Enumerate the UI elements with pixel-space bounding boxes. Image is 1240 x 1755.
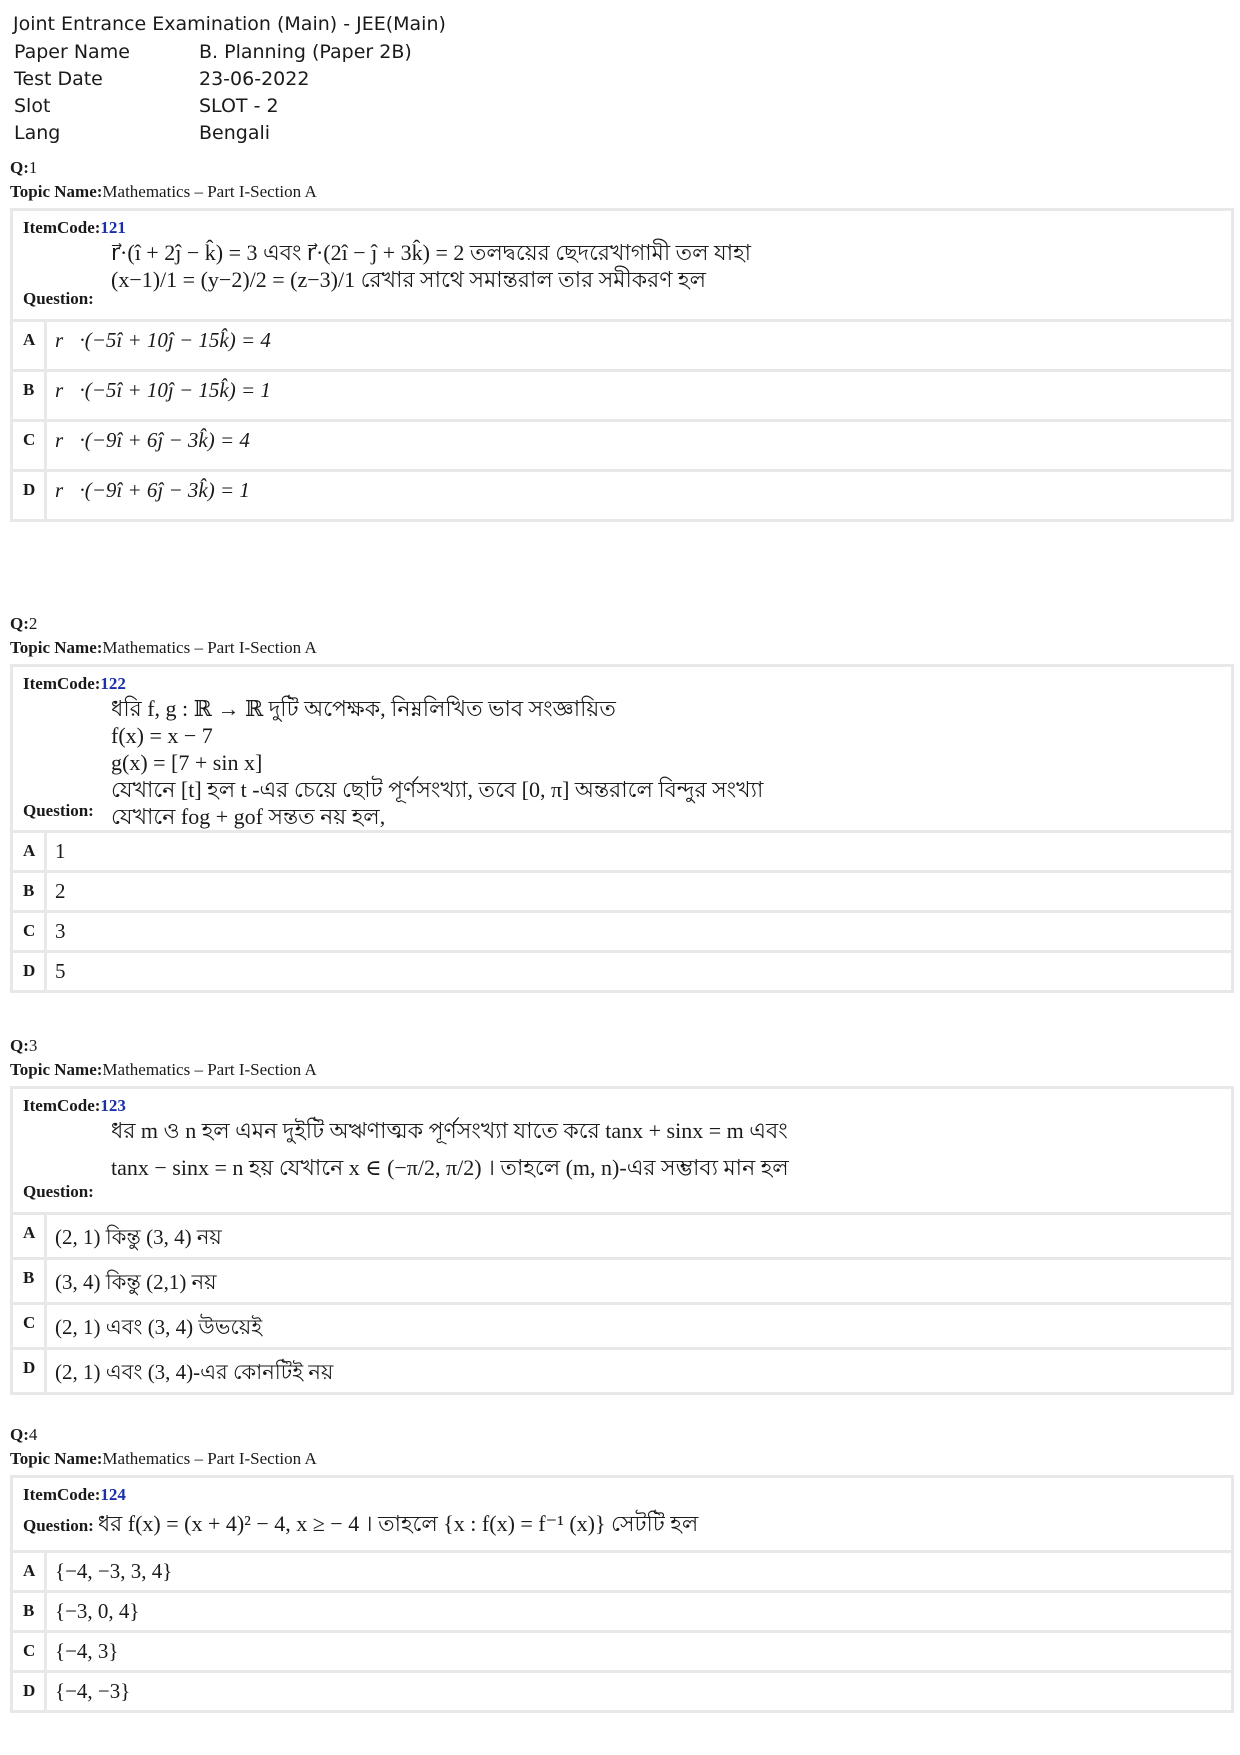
option-d[interactable] [13, 953, 1231, 990]
option-label: B [13, 873, 47, 910]
meta-row [13, 65, 412, 92]
option-text: 1 [55, 839, 66, 863]
question-row [13, 211, 1231, 319]
question-number: Q:4 [10, 1425, 38, 1444]
option-b[interactable] [13, 873, 1231, 910]
option-text: {−4, −3} [55, 1679, 131, 1703]
option-label: D [13, 472, 47, 519]
meta-value: Bengali [199, 121, 271, 144]
option-c[interactable] [13, 422, 1231, 469]
option-a[interactable] [13, 322, 1231, 369]
option-a[interactable] [13, 1215, 1231, 1257]
question-text: ধর f(x) = (x + 4)² − 4, x ≥ − 4 । তাহলে {x : f(x) = f⁻¹ (x)} সেটটি হল [97, 1511, 699, 1536]
question-text: ধর m ও n হল এমন দুইটি অঋণাত্মক পূর্ণসংখ্যা যাতে করে tanx + sinx = m এবং tanx − sinx = n হয় যেখানে x ∈ (−π/2, π/2) । তাহলে (m, n)-এর সম্ভাব্য মান হল [111, 1118, 789, 1180]
option-label: A [13, 322, 47, 369]
question-row [13, 1478, 1231, 1550]
question-block-4 [10, 1423, 1234, 1713]
option-text: (2, 1) এবং (3, 4) উভয়েই [55, 1315, 263, 1339]
meta-row [13, 38, 412, 65]
exam-header [13, 11, 446, 146]
option-label: C [13, 913, 47, 950]
meta-value: B. Planning (Paper 2B) [199, 40, 412, 63]
question-number: Q:2 [10, 614, 38, 633]
question-label: Question: [23, 1516, 94, 1535]
option-label: C [13, 1305, 47, 1347]
option-label: B [13, 1260, 47, 1302]
option-b[interactable] [13, 1593, 1231, 1630]
topic-name: Topic Name:Mathematics – Part I-Section A [10, 1060, 317, 1079]
question-box [10, 208, 1234, 522]
option-b[interactable] [13, 1260, 1231, 1302]
meta-key: Paper Name [14, 40, 130, 63]
option-text: (3, 4) কিন্তু (2,1) নয় [55, 1270, 217, 1294]
option-a[interactable] [13, 833, 1231, 870]
option-label: A [13, 1553, 47, 1590]
option-d[interactable] [13, 1350, 1231, 1392]
option-label: B [13, 372, 47, 419]
question-text: r⃗·(î + 2ĵ − k̂) = 3 এবং r⃗·(2î − ĵ + 3k̂) = 2 তলদ্বয়ের ছেদরেখাগামী তল যাহা (x−1)/1 = (y−2)/2 = (z−3)/1 রেখার সাথে সমান্তরাল তার সমীকরণ হল [111, 240, 752, 292]
option-label: C [13, 422, 47, 469]
option-label: B [13, 1593, 47, 1630]
topic-name: Topic Name:Mathematics – Part I-Section A [10, 638, 317, 657]
question-text: ধরি f, g : ℝ → ℝ দুটি অপেক্ষক, নিম্নলিখিত ভাব সংজ্ঞায়িত f(x) = x − 7 g(x) = [7 + sin x] যেখানে [t] হল t -এর চেয়ে ছোট পূর্ণসংখ্যা, তবে [0, π] অন্তরালে বিন্দুর সংখ্যা যেখানে fog + gof সন্তত নয় হল, [111, 696, 764, 829]
option-label: A [13, 833, 47, 870]
item-code: ItemCode:121 [23, 218, 126, 237]
option-text: {−4, −3, 3, 4} [55, 1559, 173, 1583]
question-box [10, 1086, 1234, 1395]
option-c[interactable] [13, 913, 1231, 950]
item-code: ItemCode:122 [23, 674, 126, 693]
question-number: Q:1 [10, 158, 38, 177]
option-text: 2 [55, 879, 66, 903]
option-text: {−3, 0, 4} [55, 1599, 140, 1623]
question-row [13, 667, 1231, 830]
option-c[interactable] [13, 1633, 1231, 1670]
option-text: r⃗·(−9î + 6ĵ − 3k̂) = 4 [55, 428, 250, 452]
option-text: r⃗·(−5î + 10ĵ − 15k̂) = 4 [55, 328, 271, 352]
item-code: ItemCode:124 [23, 1485, 126, 1504]
meta-row [13, 92, 412, 119]
option-label: D [13, 953, 47, 990]
meta-key: Slot [14, 94, 51, 117]
option-a[interactable] [13, 1553, 1231, 1590]
option-label: D [13, 1350, 47, 1392]
meta-row [13, 119, 412, 146]
option-text: 5 [55, 959, 66, 983]
option-d[interactable] [13, 1673, 1231, 1710]
option-text: (2, 1) কিন্তু (3, 4) নয় [55, 1225, 222, 1249]
option-text: (2, 1) এবং (3, 4)-এর কোনটিই নয় [55, 1360, 334, 1384]
question-block-1 [10, 156, 1234, 522]
option-d[interactable] [13, 472, 1231, 519]
option-label: A [13, 1215, 47, 1257]
option-b[interactable] [13, 372, 1231, 419]
meta-value: SLOT - 2 [199, 94, 279, 117]
option-text: r⃗·(−5î + 10ĵ − 15k̂) = 1 [55, 378, 271, 402]
question-block-3 [10, 1034, 1234, 1395]
meta-key: Test Date [14, 67, 103, 90]
question-row [13, 1089, 1231, 1212]
item-code: ItemCode:123 [23, 1096, 126, 1115]
topic-name: Topic Name:Mathematics – Part I-Section A [10, 182, 317, 201]
option-text: 3 [55, 919, 66, 943]
question-label: Question: [23, 289, 94, 308]
question-number: Q:3 [10, 1036, 38, 1055]
option-text: {−4, 3} [55, 1639, 119, 1663]
exam-title: Joint Entrance Examination (Main) - JEE(Main) [13, 13, 446, 35]
option-label: C [13, 1633, 47, 1670]
meta-key: Lang [14, 121, 61, 144]
option-text: r⃗·(−9î + 6ĵ − 3k̂) = 1 [55, 478, 250, 502]
option-label: D [13, 1673, 47, 1710]
question-box [10, 664, 1234, 993]
question-label: Question: [23, 801, 94, 820]
meta-value: 23-06-2022 [199, 67, 310, 90]
question-box [10, 1475, 1234, 1713]
question-label: Question: [23, 1182, 94, 1201]
exam-meta-table [13, 38, 412, 146]
topic-name: Topic Name:Mathematics – Part I-Section A [10, 1449, 317, 1468]
option-c[interactable] [13, 1305, 1231, 1347]
question-block-2 [10, 612, 1234, 993]
